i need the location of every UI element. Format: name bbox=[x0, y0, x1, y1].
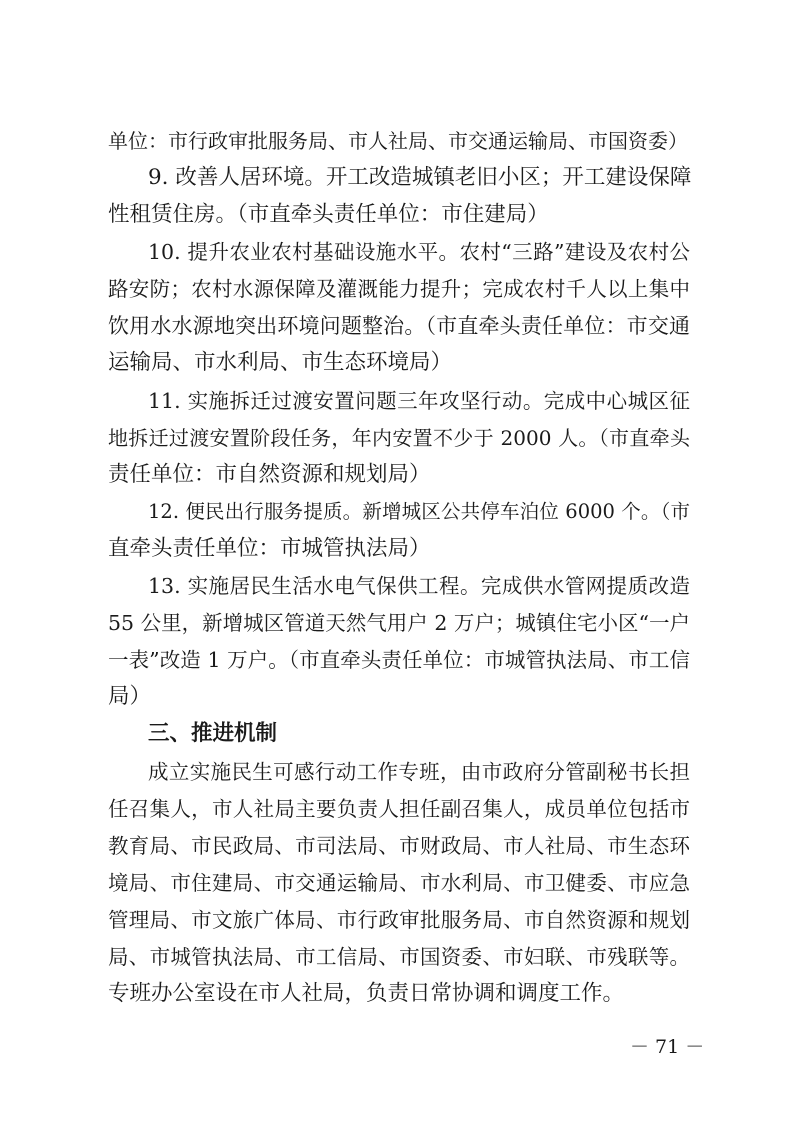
item-9-line-1: 9. 改善人居环境。开工改造城镇老旧小区；开工建设保障 bbox=[148, 165, 692, 190]
item-10-line-3: 饮用水水源地突出环境问题整治。（市直牵头责任单位：市交通 bbox=[108, 314, 690, 338]
item-12-line-2: 直牵头责任单位：市城管执法局） bbox=[108, 536, 431, 561]
item-10-line-2: 路安防；农村水源保障及灌溉能力提升；完成农村千人以上集中 bbox=[108, 277, 690, 301]
item-11-line-1: 11. 实施拆迁过渡安置问题三年攻坚行动。完成中心城区征 bbox=[148, 389, 690, 413]
item-13-line-2: 55 公里，新增城区管道天然气用户 2 万户；城镇住宅小区“一户 bbox=[108, 611, 690, 635]
paragraph-line-4: 境局、市住建局、市交通运输局、市水利局、市卫健委、市应急 bbox=[108, 871, 690, 895]
item-9-line-2: 性租赁住房。（市直牵头责任单位：市住建局） bbox=[108, 202, 549, 227]
page-number: － 71 － bbox=[630, 1036, 705, 1058]
item-11-line-3: 责任单位：市自然资源和规划局） bbox=[108, 462, 431, 487]
item-10-line-1: 10. 提升农业农村基础设施水平。农村“三路”建设及农村公 bbox=[148, 240, 690, 264]
item-11-line-2: 地拆迁过渡安置阶段任务，年内安置不少于 2000 人。（市直牵头 bbox=[108, 426, 690, 450]
item-10-line-4: 运输局、市水利局、市生态环境局） bbox=[108, 350, 453, 375]
paragraph-line-3: 教育局、市民政局、市司法局、市财政局、市人社局、市生态环 bbox=[108, 834, 690, 858]
paragraph-line-7: 专班办公室设在市人社局，负责日常协调和调度工作。 bbox=[108, 981, 625, 1006]
paragraph-line-1: 成立实施民生可感行动工作专班，由市政府分管副秘书长担 bbox=[148, 760, 690, 784]
section-heading: 三、推进机制 bbox=[148, 721, 278, 746]
item-13-line-4: 局） bbox=[108, 684, 152, 709]
paragraph-line-2: 任召集人，市人社局主要负责人担任副召集人，成员单位包括市 bbox=[108, 797, 690, 821]
item-13-line-3: 一表”改造 1 万户。（市直牵头责任单位：市城管执法局、市工信 bbox=[108, 648, 690, 672]
text-line: 单位：市行政审批服务局、市人社局、市交通运输局、市国资委） bbox=[108, 129, 688, 153]
item-12-line-1: 12. 便民出行服务提质。新增城区公共停车泊位 6000 个。（市 bbox=[148, 500, 690, 523]
item-13-line-1: 13. 实施居民生活水电气保供工程。完成供水管网提质改造 bbox=[148, 574, 690, 598]
paragraph-line-5: 管理局、市文旅广体局、市行政审批服务局、市自然资源和规划 bbox=[108, 908, 690, 932]
paragraph-line-6: 局、市城管执法局、市工信局、市国资委、市妇联、市残联等。 bbox=[108, 945, 690, 969]
